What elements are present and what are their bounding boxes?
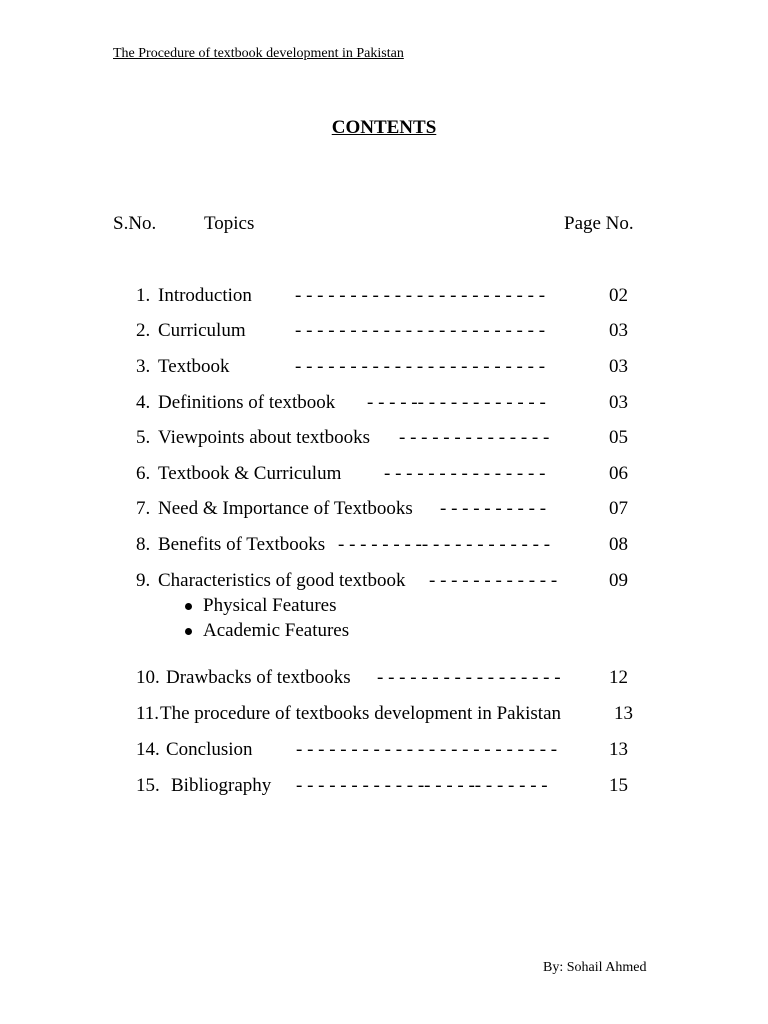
toc-topic: Drawbacks of textbooks: [166, 667, 351, 688]
toc-topic: Characteristics of good textbook: [158, 570, 406, 591]
contents-heading: CONTENTS: [331, 117, 437, 138]
toc-number: 4.: [136, 392, 151, 413]
toc-topic: Conclusion: [166, 739, 253, 760]
toc-leader: - - - - - - - - - - - - - - - - - - - - - - -: [295, 285, 546, 306]
toc-leader: - - - - -- - - - - - - - - - - -: [367, 392, 546, 413]
toc-page-number: 13: [609, 739, 628, 760]
toc-entry: [0, 463, 768, 485]
toc-entry: [0, 427, 768, 449]
toc-leader: - - - - - - - - - - - -- - - - -- - - - - - -: [296, 775, 548, 796]
toc-number: 14.: [136, 739, 160, 760]
toc-number: 11.: [136, 703, 160, 724]
bullet-icon: [185, 628, 192, 635]
toc-leader: - - - - - - - - - - - - - - -: [384, 463, 546, 484]
running-header: The Procedure of textbook development in Pakistan: [113, 46, 404, 61]
bullet-icon: [185, 603, 192, 610]
toc-entry: [0, 285, 768, 307]
toc-topic: Need & Importance of Textbooks: [158, 498, 413, 519]
toc-page-number: 02: [609, 285, 628, 306]
toc-topic: Benefits of Textbooks: [158, 534, 326, 555]
toc-entry: [0, 739, 768, 761]
toc-page-number: 06: [609, 463, 628, 484]
toc-entry: [0, 534, 768, 556]
toc-entry: [0, 320, 768, 342]
toc-entry: [0, 667, 768, 689]
toc-entry: [0, 775, 768, 797]
toc-topic: The procedure of textbooks development in Pakistan: [160, 703, 562, 724]
toc-topic: Viewpoints about textbooks: [158, 427, 371, 448]
toc-number: 2.: [136, 320, 151, 341]
toc-leader: - - - - - - - - - - - - - - - - - - - - - - - -: [296, 739, 558, 760]
toc-leader: - - - - - - - - - - - - - - - - - - - - - - -: [295, 356, 546, 377]
toc-leader: - - - - - - - - - - - -: [429, 570, 558, 591]
toc-topic: Introduction: [158, 285, 252, 306]
toc-page-number: 15: [609, 775, 628, 796]
toc-number: 7.: [136, 498, 151, 519]
toc-leader: - - - - - - - - - - - - - - - - - - - - - - -: [295, 320, 546, 341]
toc-leader: - - - - - - - - - - - - - -: [399, 427, 550, 448]
toc-page-number: 03: [609, 320, 628, 341]
toc-page-number: 09: [609, 570, 628, 591]
column-header-topics: Topics: [204, 213, 255, 234]
toc-entry: [0, 570, 768, 592]
list-item: [185, 595, 385, 617]
toc-topic: Bibliography: [171, 775, 272, 796]
toc-number: 9.: [136, 570, 151, 591]
toc-entry: [0, 356, 768, 378]
toc-topic: Definitions of textbook: [158, 392, 336, 413]
author-footer: By: Sohail Ahmed: [543, 960, 647, 975]
toc-number: 15.: [136, 775, 160, 796]
column-header-page: Page No.: [564, 213, 634, 234]
column-header-sno: S.No.: [113, 213, 157, 234]
toc-page-number: 05: [609, 427, 628, 448]
toc-topic: Textbook: [158, 356, 230, 377]
toc-number: 10.: [136, 667, 160, 688]
toc-entry: [0, 498, 768, 520]
sub-topic: Physical Features: [203, 595, 337, 616]
toc-leader: - - - - - - - - - -: [440, 498, 547, 519]
toc-leader: - - - - - - - -- - - - - - - - - - - -: [338, 534, 551, 555]
toc-topic: Textbook & Curriculum: [158, 463, 342, 484]
toc-entry: [0, 703, 768, 725]
toc-number: 6.: [136, 463, 151, 484]
toc-number: 3.: [136, 356, 151, 377]
toc-page-number: 07: [609, 498, 628, 519]
toc-page-number: 12: [609, 667, 628, 688]
toc-number: 8.: [136, 534, 151, 555]
toc-page-number: 03: [609, 356, 628, 377]
toc-topic: Curriculum: [158, 320, 246, 341]
toc-page-number: 03: [609, 392, 628, 413]
toc-number: 5.: [136, 427, 151, 448]
list-item: [185, 620, 385, 642]
sub-topic: Academic Features: [203, 620, 350, 641]
toc-number: 1.: [136, 285, 151, 306]
toc-leader: - - - - - - - - - - - - - - - - -: [377, 667, 561, 688]
toc-page-number: 08: [609, 534, 628, 555]
toc-entry: [0, 392, 768, 414]
toc-page-number: 13: [614, 703, 633, 724]
